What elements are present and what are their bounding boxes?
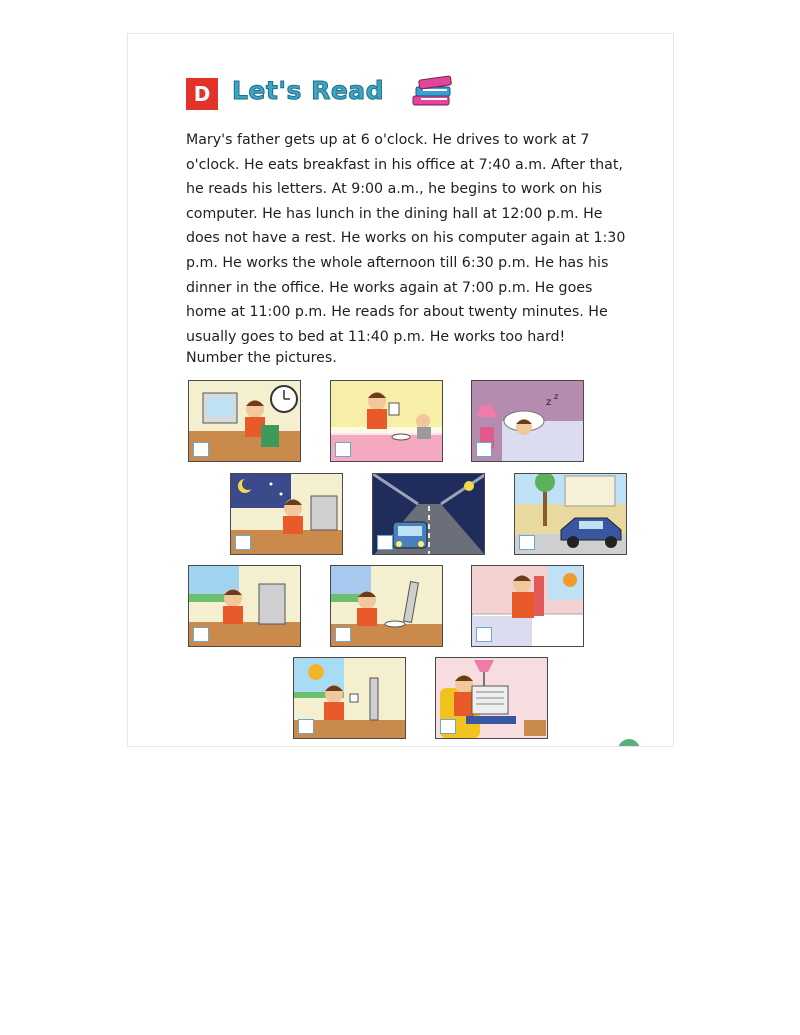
picture-afternoon-work — [330, 565, 443, 647]
picture-lunch-dining — [330, 380, 443, 462]
svg-text:z: z — [546, 397, 552, 408]
number-answer-box[interactable] — [193, 442, 209, 457]
books-icon — [411, 74, 455, 114]
section-badge: D — [186, 78, 218, 110]
svg-text:z: z — [554, 392, 559, 401]
number-answer-box[interactable] — [519, 535, 535, 550]
number-answer-box[interactable] — [193, 627, 209, 642]
picture-reading — [435, 657, 548, 739]
picture-sleeping — [471, 380, 584, 462]
picture-computer-clock — [188, 380, 301, 462]
exercise-instruction: Number the pictures. — [186, 350, 337, 366]
number-answer-box[interactable] — [476, 442, 492, 457]
number-answer-box[interactable] — [440, 719, 456, 734]
textbook-page — [127, 33, 674, 747]
picture-breakfast-office — [293, 657, 406, 739]
picture-night-work — [230, 473, 343, 555]
page-corner-icon — [618, 739, 640, 747]
number-answer-box[interactable] — [235, 535, 251, 550]
reading-passage: Mary's father gets up at 6 o'clock. He drives to work at 7 o'clock. He eats breakfast in his office at 7:40 a.m. After that, he reads his letters. At 9:00 a.m., he begins to work on his computer. He has lunch in the dining hall at 12:00 p.m. He does not have a rest. He works on his computer again at 1:30 p.m. He works the whole afternoon till 6:30 p.m. He has his dinner in the office. He works again at 7:00 p.m. He goes home at 11:00 p.m. He reads for about twenty minutes. He usually goes to bed at 11:40 p.m. He works too hard! — [186, 132, 626, 345]
number-answer-box[interactable] — [335, 442, 351, 457]
section-title: Let's Read — [232, 76, 385, 105]
picture-office-work — [188, 565, 301, 647]
number-answer-box[interactable] — [298, 719, 314, 734]
number-answer-box[interactable] — [476, 627, 492, 642]
picture-getting-up — [471, 565, 584, 647]
number-answer-box[interactable] — [335, 627, 351, 642]
picture-drive-home-night — [372, 473, 485, 555]
picture-drive-to-work — [514, 473, 627, 555]
number-answer-box[interactable] — [377, 535, 393, 550]
